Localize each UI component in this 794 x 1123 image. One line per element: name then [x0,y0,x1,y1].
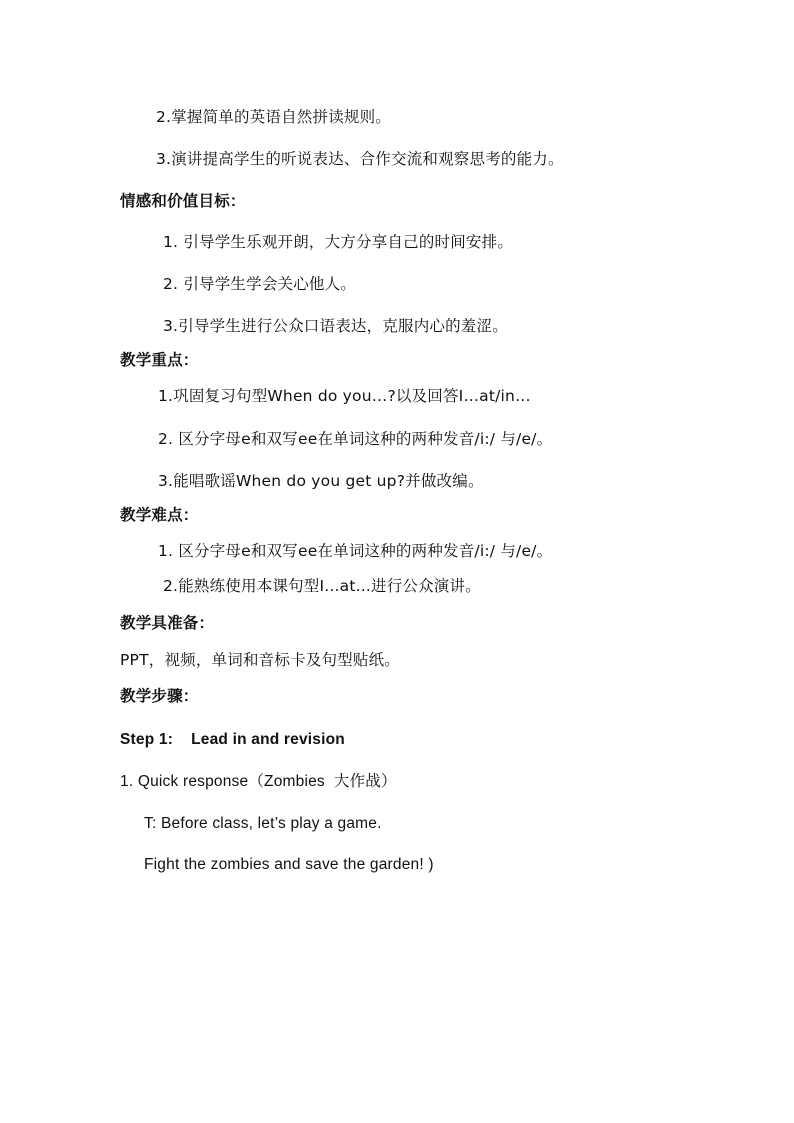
knowledge-goal-3: 3.演讲提高学生的听说表达、合作交流和观察思考的能力。 [156,150,564,168]
key-point-1: 1.巩固复习句型When do you…?以及回答I…at/in… [158,387,531,405]
difficult-point-2: 2.能熟练使用本课句型I...at...进行公众演讲。 [163,577,481,595]
steps-heading: 教学步骤： [120,687,199,705]
materials-heading: 教学具准备： [120,614,215,632]
teacher-line-1: T: Before class, let’s play a game. [144,815,382,832]
materials-text: PPT，视频，单词和音标卡及句型贴纸。 [120,651,400,669]
emotion-goal-3: 3.引导学生进行公众口语表达，克服内心的羞涩。 [163,317,508,335]
key-point-3: 3.能唱歌谣When do you get up?并做改编。 [158,472,484,490]
step-1-title: Step 1: Lead in and revision [120,731,345,748]
difficult-point-1: 1. 区分字母e和双写ee在单词这种的两种发音/i:/ 与/e/。 [158,542,553,560]
knowledge-goal-2: 2.掌握简单的英语自然拼读规则。 [156,108,391,126]
quick-response-item: 1. Quick response（Zombies 大作战） [120,773,397,790]
difficult-points-heading: 教学难点： [120,506,199,524]
emotion-goal-1: 1. 引导学生乐观开朗，大方分享自己的时间安排。 [163,233,514,251]
key-points-heading: 教学重点： [120,351,199,369]
teacher-line-2: Fight the zombies and save the garden! ) [144,856,434,873]
emotion-goal-2: 2. 引导学生学会关心他人。 [163,275,357,293]
emotion-goals-heading: 情感和价值目标： [120,192,246,210]
key-point-2: 2. 区分字母e和双写ee在单词这种的两种发音/i:/ 与/e/。 [158,430,553,448]
